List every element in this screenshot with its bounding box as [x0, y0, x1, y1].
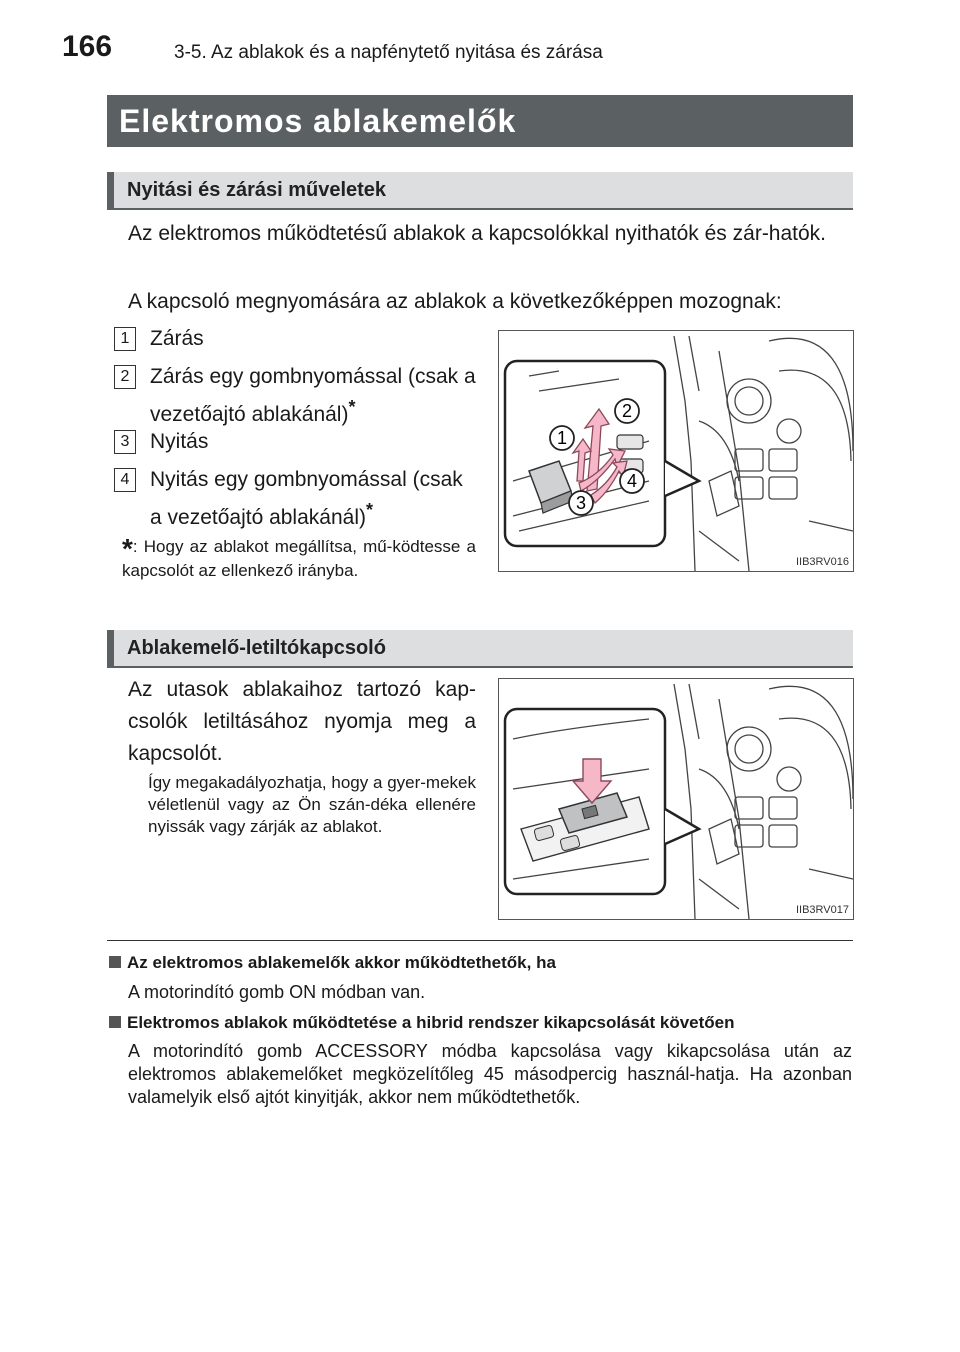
note-body: A motorindító gomb ACCESSORY módba kapcsolása vagy kikapcsolása után az elektromos ablakemelőket megközelítőleg 45 másodpercig használ-hatja. Ha azonban valamelyik első ajtót kinyitják, akkor nem működtethetők.: [128, 1041, 852, 1107]
item-text: Zárás: [150, 327, 204, 350]
item-text: Nyitás egy gombnyomással (csak a vezetőajtó ablakánál): [150, 468, 463, 529]
item-number: 2: [114, 365, 136, 389]
item-number: 1: [114, 327, 136, 351]
inset-callout: [505, 709, 699, 894]
chapter-title: 3-5. Az ablakok és a napfénytető nyitása és zárása: [174, 42, 603, 63]
list-item: [114, 361, 476, 425]
item-number: 4: [114, 468, 136, 492]
item-number: 3: [114, 430, 136, 454]
figure-window-switches: [498, 330, 854, 572]
page-title-bar: [107, 95, 853, 147]
footnote-star: *: [348, 397, 356, 417]
figure-code: IIB3RV017: [795, 904, 849, 916]
note-heading: [109, 1013, 735, 1033]
callout-3: 3: [575, 493, 587, 513]
notes-divider: [107, 940, 853, 941]
lock-switch-illustration: [499, 679, 853, 919]
page-number: 166: [62, 30, 113, 63]
footnote-text: : Hogy az ablakot megállítsa, mű-ködtesse a kapcsolót az ellenkező irányba.: [122, 537, 476, 580]
item-text: Nyitás: [150, 430, 209, 453]
list-item: [114, 464, 476, 528]
page-title: Elektromos ablakemelők: [119, 103, 517, 139]
note-heading-text: Elektromos ablakok működtetése a hibrid rendszer kikapcsolását követően: [127, 1013, 735, 1032]
intro-paragraph: Az elektromos működtetésű ablakok a kapcsolókkal nyithatók és zár-hatók.: [128, 222, 827, 245]
footnote: [122, 533, 476, 582]
lock-switch-paragraph: Az utasok ablakaihoz tartozó kap-csolók letiltásához nyomja meg a kapcsolót.: [128, 678, 476, 765]
window-switch-illustration: [499, 331, 853, 571]
bullet-square-icon: [109, 956, 121, 968]
note-heading: [109, 953, 556, 973]
note-body: A motorindító gomb ON módban van.: [128, 982, 426, 1002]
section-heading-lock-switch: [107, 630, 853, 668]
intro-paragraph-2: A kapcsoló megnyomására az ablakok a következőképpen mozognak:: [128, 290, 782, 313]
lock-switch-note: Így megakadályozhatja, hogy a gyer-mekek véletlenül vagy az Ön szán-déka ellenére nyissák vagy zárják az ablakot.: [148, 773, 476, 836]
section-heading-operations: [107, 172, 853, 210]
section-heading-text: Nyitási és zárási műveletek: [127, 179, 387, 201]
item-text: Zárás egy gombnyomással (csak a vezetőajtó ablakánál): [150, 365, 476, 426]
bullet-square-icon: [109, 1016, 121, 1028]
callout-4: 4: [626, 471, 638, 491]
figure-code: IIB3RV016: [795, 556, 849, 568]
footnote-star: *: [365, 500, 373, 520]
figure-lock-switch: [498, 678, 854, 920]
inset-callout: [505, 361, 699, 546]
callout-2: 2: [621, 401, 633, 421]
callout-1: 1: [556, 428, 568, 448]
footnote-mark: *: [122, 533, 133, 564]
note-heading-text: Az elektromos ablakemelők akkor működtethetők, ha: [127, 953, 556, 972]
section-heading-text: Ablakemelő-letiltókapcsoló: [127, 637, 386, 659]
